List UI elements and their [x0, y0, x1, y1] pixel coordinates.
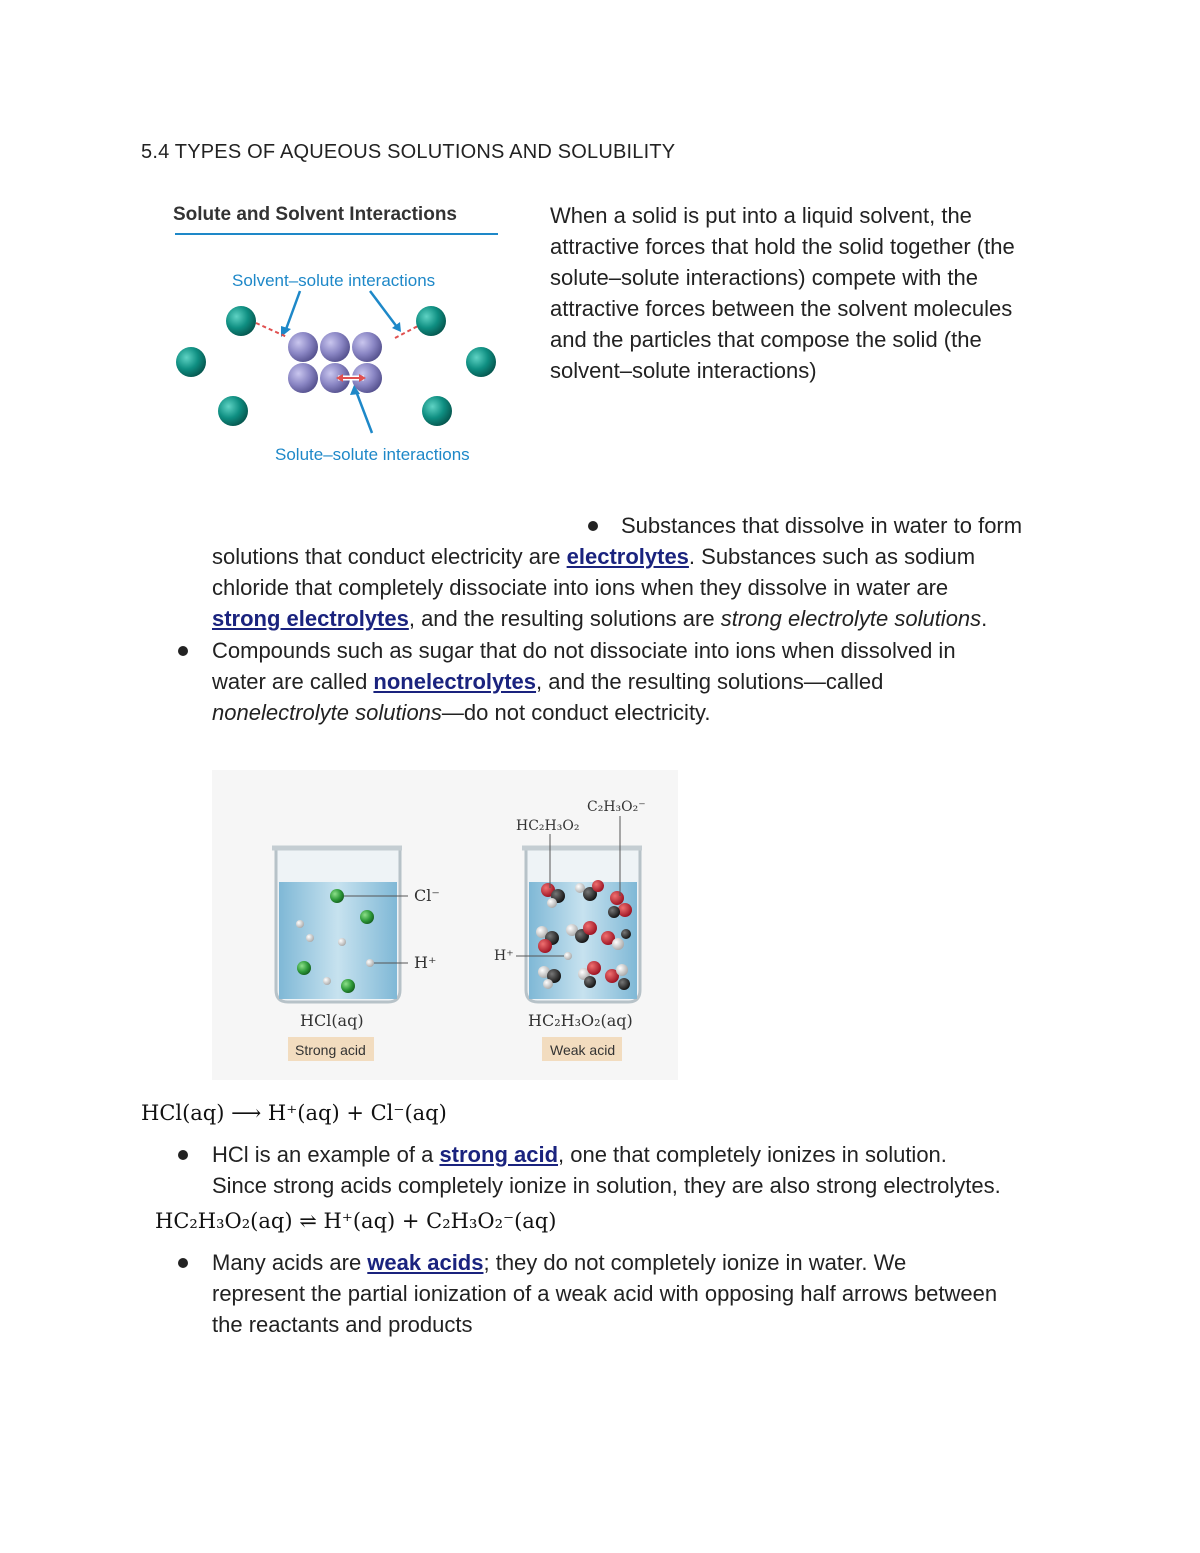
- solvent-solute-label: Solvent–solute interactions: [232, 271, 436, 290]
- beaker-formula: HCl(aq): [300, 1011, 364, 1030]
- bullet-dot: [588, 521, 598, 531]
- h-ion-label: H⁺: [494, 948, 514, 964]
- bullet3-line1: [212, 1139, 947, 1170]
- solute-particle: [288, 332, 318, 362]
- equation-hcl: HCl(aq) ⟶ H⁺(aq) + Cl⁻(aq): [141, 1101, 447, 1125]
- solvent-particle: [218, 396, 248, 426]
- bullet3-line2: Since strong acids completely ionize in solution, they are also strong electrolytes.: [212, 1173, 1001, 1198]
- text-span: , one that completely ionizes in solution.: [558, 1142, 947, 1167]
- atom: [583, 921, 597, 935]
- bullet1-line4: [212, 603, 987, 634]
- atom: [587, 961, 601, 975]
- equation-acetic-acid: HC₂H₃O₂(aq) ⇌ H⁺(aq) + C₂H₃O₂⁻(aq): [155, 1209, 557, 1233]
- intro-line: solvent–solute interactions): [550, 358, 817, 383]
- atom: [543, 979, 553, 989]
- text-span: ; they do not completely ionize in water. We: [483, 1250, 907, 1275]
- h-ion: [296, 920, 304, 928]
- atom: [584, 976, 596, 988]
- intro-line: solute–solute interactions) compete with the: [550, 265, 979, 290]
- weak-acid-tag: Weak acid: [550, 1042, 616, 1058]
- weak-acids-link[interactable]: weak acids: [367, 1250, 484, 1275]
- strong-acid-tag: Strong acid: [295, 1042, 366, 1058]
- cl-ion: [330, 889, 344, 903]
- solute-particle: [288, 363, 318, 393]
- solute-solute-label: Solute–solute interactions: [275, 445, 470, 464]
- text-span: HCl is an example of a: [212, 1142, 440, 1167]
- cl-ion: [297, 961, 311, 975]
- solute-solvent-figure: [160, 195, 520, 475]
- h-ion: [306, 934, 314, 942]
- emphasis-text: nonelectrolyte solutions: [212, 700, 442, 725]
- beaker-formula: HC₂H₃O₂(aq): [528, 1011, 633, 1030]
- cl-ion-label: Cl⁻: [414, 886, 440, 905]
- bullet1-line3: chloride that completely dissociate into ions when they dissolve in water are: [212, 575, 949, 600]
- h-ion-label: H⁺: [414, 953, 437, 972]
- bullet2-line2: [212, 666, 883, 697]
- solvent-particle: [466, 347, 496, 377]
- atom: [618, 978, 630, 990]
- atom: [616, 964, 628, 976]
- intro-paragraph: [550, 200, 1070, 386]
- bullet-dot: [178, 646, 188, 656]
- bullet4-line3: the reactants and products: [212, 1312, 473, 1337]
- text-span: solutions that conduct electricity are: [212, 544, 567, 569]
- bullet1-line2: [212, 541, 975, 572]
- intro-line: attractive forces that hold the solid together (the: [550, 234, 1015, 259]
- bullet-dot: [178, 1150, 188, 1160]
- bullet4-line2: represent the partial ionization of a weak acid with opposing half arrows between: [212, 1281, 998, 1306]
- text-span: water are called: [212, 669, 374, 694]
- strong-electrolytes-link[interactable]: strong electrolytes: [212, 606, 409, 631]
- text-span: —do not conduct electricity.: [441, 700, 711, 725]
- atom: [618, 903, 632, 917]
- atom: [538, 939, 552, 953]
- intro-line: and the particles that compose the solid (the: [550, 327, 982, 352]
- strong-acid-link[interactable]: strong acid: [439, 1142, 559, 1167]
- emphasis-text: strong electrolyte solutions: [720, 606, 982, 631]
- solute-particle: [352, 332, 382, 362]
- text-span: . Substances such as sodium: [688, 544, 976, 569]
- h-ion: [564, 952, 572, 960]
- solvent-particle: [176, 347, 206, 377]
- acetic-acid-label: HC₂H₃O₂: [516, 818, 580, 834]
- text-span: , and the resulting solutions—called: [536, 669, 884, 694]
- page-heading: 5.4 TYPES OF AQUEOUS SOLUTIONS AND SOLUBILITY: [141, 141, 676, 163]
- electrolytes-link[interactable]: electrolytes: [566, 544, 689, 569]
- solvent-particle: [422, 396, 452, 426]
- atom: [608, 906, 620, 918]
- bullet2-line1: Compounds such as sugar that do not dissociate into ions when dissolved in: [212, 638, 956, 663]
- acetate-label: C₂H₃O₂⁻: [587, 799, 646, 815]
- solvent-particle: [226, 306, 256, 336]
- solvent-particle: [416, 306, 446, 336]
- atom: [621, 929, 631, 939]
- bullet2-line3: [212, 697, 711, 728]
- text-span: , and the resulting solutions are: [408, 606, 721, 631]
- pointer-line: [356, 391, 372, 433]
- atom: [610, 891, 624, 905]
- bullet-dot: [178, 1258, 188, 1268]
- atom: [592, 880, 604, 892]
- figure-title: Solute and Solvent Interactions: [173, 204, 457, 225]
- h-ion: [366, 959, 374, 967]
- h-ion: [338, 938, 346, 946]
- bullet4-line1: [212, 1247, 906, 1278]
- acid-beakers-figure: [212, 770, 678, 1080]
- pointer-line: [285, 291, 300, 332]
- atom: [612, 938, 624, 950]
- text-span: Many acids are: [212, 1250, 368, 1275]
- text-span: .: [981, 606, 988, 631]
- h-ion: [323, 977, 331, 985]
- cl-ion: [341, 979, 355, 993]
- cl-ion: [360, 910, 374, 924]
- pointer-line: [370, 291, 397, 327]
- solute-particle: [320, 332, 350, 362]
- intro-line: When a solid is put into a liquid solvent, the: [550, 203, 972, 228]
- bullet1-line1: Substances that dissolve in water to form: [621, 513, 1023, 538]
- nonelectrolytes-link[interactable]: nonelectrolytes: [373, 669, 537, 694]
- atom: [547, 898, 557, 908]
- intro-line: attractive forces between the solvent molecules: [550, 296, 1013, 321]
